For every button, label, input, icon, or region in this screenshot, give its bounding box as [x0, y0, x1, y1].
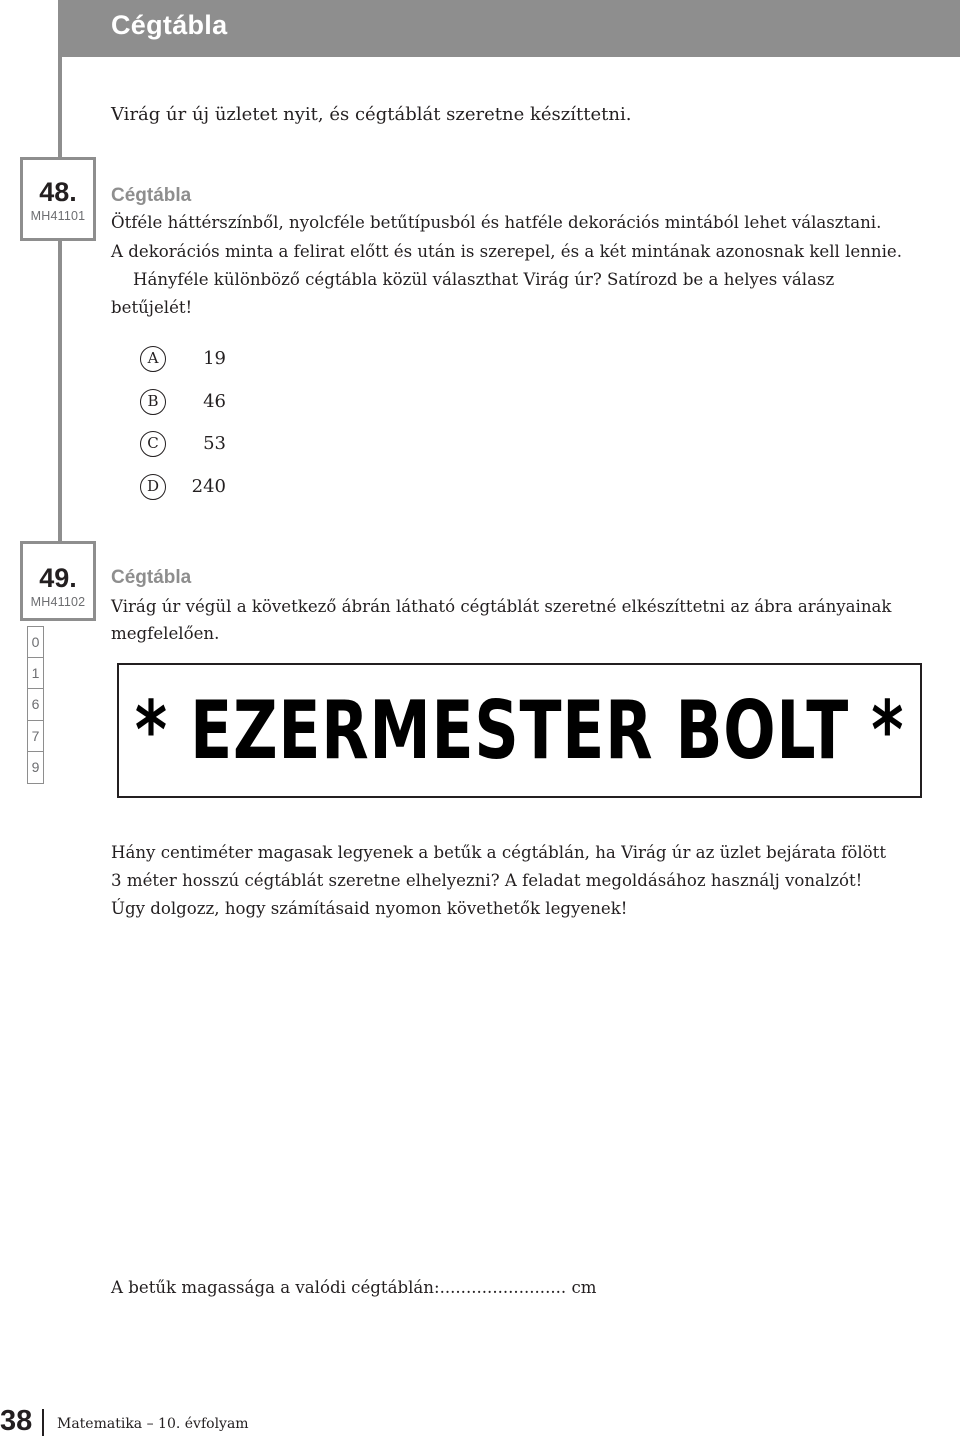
task-48-line-4: betűjelét! [111, 298, 193, 317]
answer-line [111, 1274, 596, 1301]
answer-unit: cm [571, 1278, 597, 1297]
sign-figure [117, 663, 922, 798]
score-cell[interactable]: 1 [28, 658, 43, 689]
page-number: 38 [0, 1405, 33, 1437]
task-48-line-2: A dekorációs minta a felirat előtt és után is szerepel, és a két mintának azonosnak kell lennie. [111, 242, 902, 261]
task-48-line-3: Hányféle különböző cégtábla közül választhat Virág úr? Satírozd be a helyes válasz [133, 270, 835, 289]
option-c-value: 53 [203, 433, 226, 454]
task-49-code: MH41102 [30, 595, 86, 609]
score-cell[interactable]: 0 [28, 627, 43, 658]
score-cell[interactable]: 6 [28, 689, 43, 720]
task-49-box [20, 541, 96, 621]
option-c-bubble[interactable]: C [140, 431, 166, 457]
task-49-line-2: megfelelően. [111, 624, 220, 643]
task-49-question-3: Úgy dolgozz, hogy számításaid nyomon követhetők legyenek! [111, 899, 628, 918]
footer-divider [42, 1409, 44, 1436]
option-a-bubble[interactable]: A [140, 346, 166, 372]
option-d-bubble[interactable]: D [140, 474, 166, 500]
page-title: Cégtábla [111, 10, 228, 40]
score-cell[interactable]: 9 [31, 758, 40, 775]
option-d-value: 240 [191, 476, 226, 497]
score-cell[interactable]: 7 [28, 721, 43, 752]
section-vertical-rule [58, 57, 62, 544]
task-48-title: Cégtábla [111, 185, 192, 206]
task-48-line-1: Ötféle háttérszínből, nyolcféle betűtípusból és hatféle dekorációs mintából lehet választani. [111, 213, 882, 232]
option-b-value: 46 [203, 391, 226, 412]
footer-text: Matematika – 10. évfolyam [57, 1416, 249, 1432]
task-48-box [20, 157, 96, 241]
task-49-question-1: Hány centiméter magasak legyenek a betűk a cégtáblán, ha Virág úr az üzlet bejárata fölött [111, 843, 886, 862]
option-a-value: 19 [203, 348, 226, 369]
task-49-question-2: 3 méter hosszú cégtáblát szeretne elhelyezni? A feladat megoldásához használj vonalzót! [111, 871, 863, 890]
task-48-number: 48. [39, 177, 77, 207]
answer-label: A betűk magassága a valódi cégtáblán: [111, 1278, 440, 1297]
task-48-code: MH41101 [30, 209, 86, 223]
option-b-bubble[interactable]: B [140, 389, 166, 415]
task-49-line-1: Virág úr végül a következő ábrán látható cégtáblát szeretné elkészíttetni az ábra arányainak [111, 597, 892, 616]
task-49-title: Cégtábla [111, 567, 192, 588]
intro-text: Virág úr új üzletet nyit, és cégtáblát szeretne készíttetni. [111, 104, 632, 125]
score-column [27, 626, 44, 784]
sign-text: * EZERMESTER BOLT * [134, 684, 905, 777]
task-49-number: 49. [39, 563, 77, 593]
answer-blank[interactable]: ........................ [439, 1278, 567, 1297]
